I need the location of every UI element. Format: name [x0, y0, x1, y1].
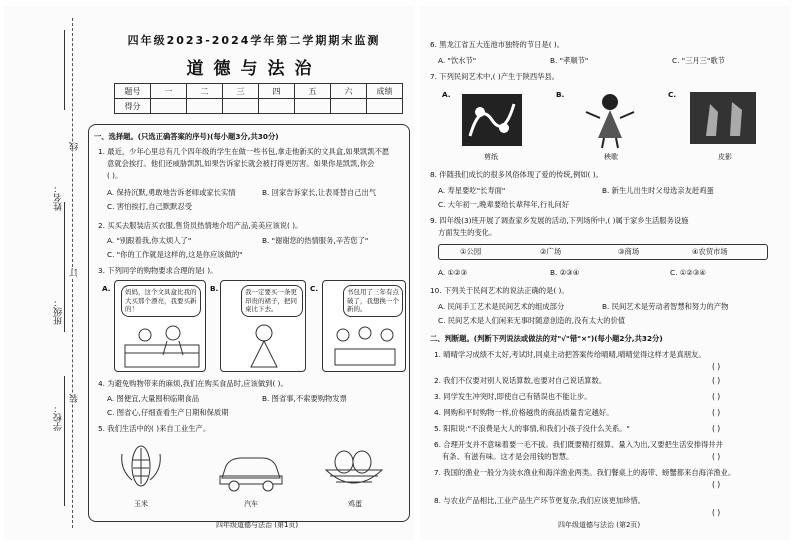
q9-item-2: ②广场	[540, 247, 562, 256]
q5-label-eggs: 鸡蛋	[348, 500, 362, 508]
q1-line1: 1. 最近，少年心里总有几个四年级的学生在做一些书包,拿走他新买的文具盒,如果凯凯不愿	[98, 147, 390, 156]
q7-letter-c[interactable]: C.	[668, 90, 677, 99]
q4-option-c[interactable]: C. 图省心,仔细查看生产日期和保质期	[107, 408, 229, 417]
judge-2: 2. 我们不仅要对别人说话算数,也要对自己说话算数。	[434, 376, 607, 385]
q8-option-a[interactable]: A. 寿星要吃"长寿面"	[438, 186, 506, 195]
q3-stem: 3. 下列同学的购物要求合理的是( )。	[98, 266, 218, 275]
q4-option-b[interactable]: B. 图省事,不索要购物发票	[262, 394, 347, 403]
q4-stem: 4. 为避免购物带来的麻烦,我们在购买食品时,应该做到( )。	[98, 379, 288, 388]
girl-illustration	[239, 323, 289, 371]
q6-stem: 6. 黑龙江省五大连池市独特的节日是( )。	[430, 40, 565, 49]
q5-stem: 5. 我们生活中的( )来自工业生产。	[98, 424, 211, 433]
yangge-dancer-icon	[582, 90, 638, 150]
paper-cut-icon	[460, 92, 524, 148]
judge-4: 4. 网购和平时购物一样,价格越贵的商品质量肯定越好。	[434, 408, 614, 417]
score-blank-cell[interactable]	[223, 99, 259, 114]
q1-line3: ( )。	[107, 171, 123, 180]
seal-line-text: 线	[70, 142, 80, 151]
q9-line1: 9. 四年级(3)班开展了调查家乡发展的活动,下列场所中,( )属于家乡生活服务设施	[430, 216, 689, 225]
q3-panel-c-letter[interactable]: C.	[310, 284, 319, 293]
q6-option-c[interactable]: C. "三月三"歌节	[672, 56, 725, 65]
q7-stem: 7. 下列民间艺术中,( )产生于陕西华县。	[430, 72, 560, 81]
q9-option-b[interactable]: B. ②③④	[550, 268, 580, 277]
score-cell: 六	[331, 84, 367, 99]
judge-4-answer[interactable]: ( )	[712, 408, 721, 417]
q9-item-3: ③商场	[618, 247, 640, 256]
right-page-footer: 四年级道德与法治 (第2页)	[558, 521, 641, 529]
judge-1-answer[interactable]: ( )	[712, 362, 721, 371]
seal-ding-text: 订	[70, 268, 80, 277]
seal-zhuang-text: 装	[70, 394, 80, 403]
score-cell: 五	[295, 84, 331, 99]
score-blank-cell[interactable]	[367, 99, 403, 114]
q9-item-1: ①公园	[460, 247, 482, 256]
q1-option-b[interactable]: B. 回家告诉家长,让表哥替自己出气	[262, 188, 377, 197]
q8-stem: 8. 伴随我们成长的很多风俗体现了爱的传统,例如( )。	[430, 170, 603, 179]
corn-icon	[116, 440, 166, 496]
q7-label-shadow-puppet: 皮影	[718, 153, 732, 161]
q3-panel-a[interactable]	[114, 280, 206, 372]
q3-panel-c-bubble: 书包用了三年有点破了，我想换一个新的。	[343, 285, 403, 317]
left-page	[4, 6, 414, 540]
judge-8-answer[interactable]: ( )	[712, 508, 721, 517]
q1-option-a[interactable]: A. 保持沉默,勇敢地告诉老师或家长实情	[107, 188, 236, 197]
q9-option-c[interactable]: C. ①②③④	[670, 268, 706, 277]
left-page-footer: 四年级道德与法治 (第1页)	[216, 521, 299, 529]
section2-title: 二、判断题。(判断下列说法或做法的对"√"错"×")(每小题2分,共32分)	[430, 334, 663, 343]
q7-letter-b[interactable]: B.	[556, 90, 565, 99]
q6-option-a[interactable]: A. "饮水节"	[438, 56, 477, 65]
q1-line2: 意就会挨打。他们还威胁凯凯,如果告诉家长就会被打得更厉害。如果你是凯凯,你会	[107, 159, 375, 168]
q3-panel-c[interactable]	[322, 280, 406, 372]
score-blank-cell[interactable]	[295, 99, 331, 114]
shadow-puppet-icon	[688, 90, 758, 146]
binding-gutter	[4, 6, 82, 540]
judge-5-answer[interactable]: ( )	[712, 424, 721, 433]
judge-8: 8. 与农业产品相比,工业产品生产环节更复杂,我们应该更加珍惜。	[434, 496, 645, 505]
score-table-score-row	[115, 99, 403, 114]
judge-5: 5. 阳阳说:"不浪费是大人的事情,和我们小孩子没什么关系。"	[434, 424, 630, 433]
q2-option-b[interactable]: B. "谢谢您的热情服务,辛苦您了"	[262, 236, 369, 245]
score-row-label: 得分	[115, 99, 151, 114]
q4-option-a[interactable]: A. 图便宜,大量囤积临期食品	[107, 394, 200, 403]
q3-panel-b[interactable]	[220, 280, 306, 372]
score-blank-cell[interactable]	[151, 99, 187, 114]
car-icon	[216, 448, 286, 492]
q5-label-car: 汽车	[244, 500, 258, 508]
score-cell: 四	[259, 84, 295, 99]
name-line	[64, 30, 65, 110]
judge-7: 7. 我国的渔业一般分为淡水渔业和海洋渔业两类。我们餐桌上的海带、螃蟹都来自海洋渔业。	[434, 468, 736, 477]
q3-panel-a-letter[interactable]: A.	[102, 284, 111, 293]
judge-2-answer[interactable]: ( )	[712, 376, 721, 385]
score-cell: 成绩	[367, 84, 403, 99]
judge-3-answer[interactable]: ( )	[712, 392, 721, 401]
class-label: 班级：	[54, 298, 64, 325]
q9-option-a[interactable]: A. ①②③	[438, 268, 468, 277]
judge-3: 3. 同学发生冲突时,即使自己有错误也不能让步。	[434, 392, 592, 401]
q2-option-a[interactable]: A. "别跟着我,你太烦人了"	[107, 236, 192, 245]
q9-item-4: ④农贸市场	[692, 247, 728, 256]
q7-letter-a[interactable]: A.	[442, 90, 451, 99]
q1-option-c[interactable]: C. 害怕挨打,自己默默忍受	[107, 202, 193, 211]
q5-label-corn: 玉米	[134, 500, 148, 508]
judge-6-answer[interactable]: ( )	[712, 452, 721, 461]
score-cell: 二	[187, 84, 223, 99]
q10-option-c[interactable]: C. 民间艺术是人们闲来无事时随意创造的,没有太大的价值	[438, 316, 626, 325]
q3-panel-b-bubble: 我一定要买一条更昂贵的裙子，把同桌比下去。	[241, 285, 303, 317]
q3-panel-b-letter[interactable]: B.	[210, 284, 219, 293]
family-dinner-illustration	[327, 325, 403, 369]
subject-title: 道德与法治	[186, 59, 322, 79]
score-table	[114, 83, 403, 114]
section1-title: 一、选择题。(只选正确答案的序号)(每小题3分,共30分)	[94, 132, 279, 141]
q7-label-papercut: 剪纸	[484, 153, 498, 161]
q2-stem: 2. 买买去服装店买衣服,售货员热情地介绍产品,美美应该说( )。	[98, 221, 303, 230]
exam-title: 四年级2023-2024学年第二学期期末监测	[127, 34, 381, 47]
judge-1: 1. 晴晴学习成绩不太好,考试时,同桌主动把答案传给晴晴,晴晴觉得这样才是真朋友。	[434, 350, 706, 359]
q10-stem: 10. 下列关于民间艺术的说法正确的是( )。	[430, 286, 569, 295]
judge-6-line2: 有条、有滋有味。这才是会用钱的智慧。	[442, 452, 574, 461]
eggs-basket-icon	[322, 446, 386, 492]
score-blank-cell[interactable]	[187, 99, 223, 114]
school-label: 学校：	[54, 404, 64, 431]
score-cell: 一	[151, 84, 187, 99]
right-page	[420, 6, 790, 540]
q2-option-c[interactable]: C. "你的工作就是这样的,这是你应该做的"	[107, 250, 243, 259]
q8-option-b[interactable]: B. 新生儿出生时父母选亲友赶鸡蛋	[602, 186, 714, 195]
judge-7-answer[interactable]: ( )	[712, 480, 721, 489]
q8-option-c[interactable]: C. 大年初一,晚辈要给长辈拜年,行礼问好	[438, 200, 570, 209]
q9-line2: 方面发生的变化。	[438, 228, 497, 237]
score-table-header-row	[115, 84, 403, 99]
score-blank-cell[interactable]	[331, 99, 367, 114]
q10-option-a[interactable]: A. 民间手工艺术是民间艺术的组成部分	[438, 302, 565, 311]
shop-counter-illustration	[123, 325, 201, 369]
name-label: 姓名：	[54, 184, 64, 211]
q10-option-b[interactable]: B. 民间艺术是劳动者智慧和努力的产物	[602, 302, 729, 311]
score-cell: 三	[223, 84, 259, 99]
q3-panel-a-bubble: 妈妈，这个文具盒比我的大买那个漂亮，我要买新的！	[121, 285, 201, 317]
q7-label-yangge: 秧歌	[604, 153, 618, 161]
q6-option-b[interactable]: B. "孝顺节"	[550, 56, 589, 65]
score-cell: 题号	[115, 84, 151, 99]
score-blank-cell[interactable]	[259, 99, 295, 114]
judge-6-line1: 6. 合理开支并不意味着要一毛不拔。我们既要精打细算、量入为出,又要把生活安排得井井	[434, 440, 723, 449]
school-line	[64, 376, 65, 506]
